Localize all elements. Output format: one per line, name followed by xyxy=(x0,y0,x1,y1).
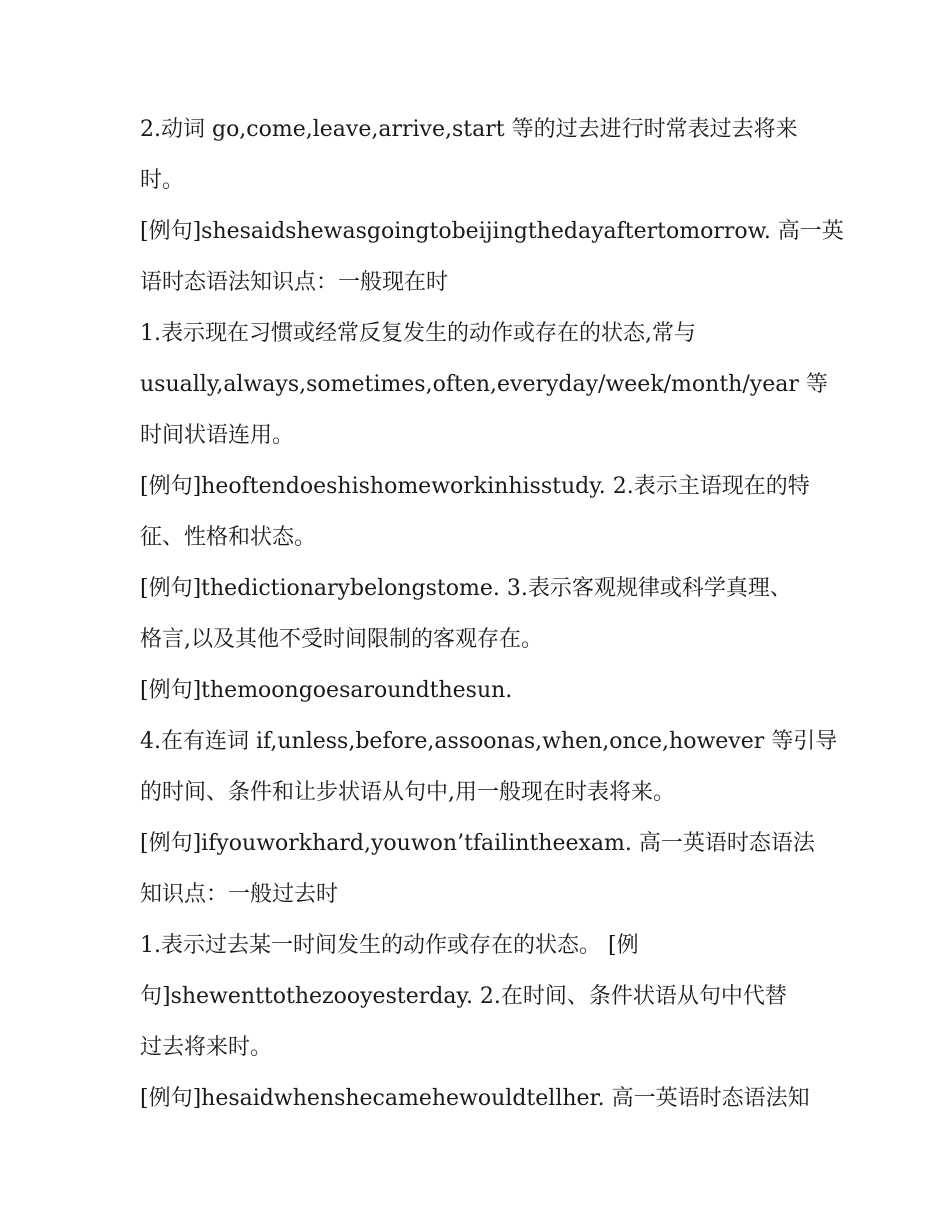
text-line: 征、性格和状态。 xyxy=(140,525,317,550)
text-line: [例句]thedictionarybelongstome. 3.表示客观规律或科学真理、 xyxy=(140,576,792,601)
text-line: 2.动词 go,come,leave,arrive,start 等的过去进行时常表过去将来 xyxy=(140,117,798,142)
text-line: 时间状语连用。 xyxy=(140,423,295,448)
text-line: 句]shewenttothezooyesterday. 2.在时间、条件状语从句中代替 xyxy=(140,984,787,1009)
text-line: [例句]hesaidwhenshecamehewouldtellher. 高一英语时态语法知 xyxy=(140,1086,810,1111)
text-line: usually,always,sometimes,often,everyday/week/month/year 等 xyxy=(140,372,828,397)
text-line: 格言,以及其他不受时间限制的客观存在。 xyxy=(140,627,543,652)
text-line: 知识点：一般过去时 xyxy=(140,882,339,907)
text-line: 过去将来时。 xyxy=(140,1035,273,1060)
text-line: [例句]shesaidshewasgoingtobeijingthedayaftertomorrow. 高一英 xyxy=(140,219,844,244)
document-body xyxy=(140,104,844,1124)
text-line: 的时间、条件和让步状语从句中,用一般现在时表将来。 xyxy=(140,780,675,805)
text-line: 1.表示过去某一时间发生的动作或存在的状态。 [例 xyxy=(140,933,639,958)
text-line: [例句]themoongoesaroundthesun. xyxy=(140,678,513,703)
text-line: 时。 xyxy=(140,168,185,193)
text-line: [例句]heoftendoeshishomeworkinhisstudy. 2.表示主语现在的特 xyxy=(140,474,810,499)
text-line: 4.在有连词 if,unless,before,assoonas,when,once,however 等引导 xyxy=(140,729,838,754)
text-line: 1.表示现在习惯或经常反复发生的动作或存在的状态,常与 xyxy=(140,321,696,346)
text-line: [例句]ifyouworkhard,youwon’tfailintheexam. 高一英语时态语法 xyxy=(140,831,815,856)
text-line: 语时态语法知识点：一般现在时 xyxy=(140,270,449,295)
